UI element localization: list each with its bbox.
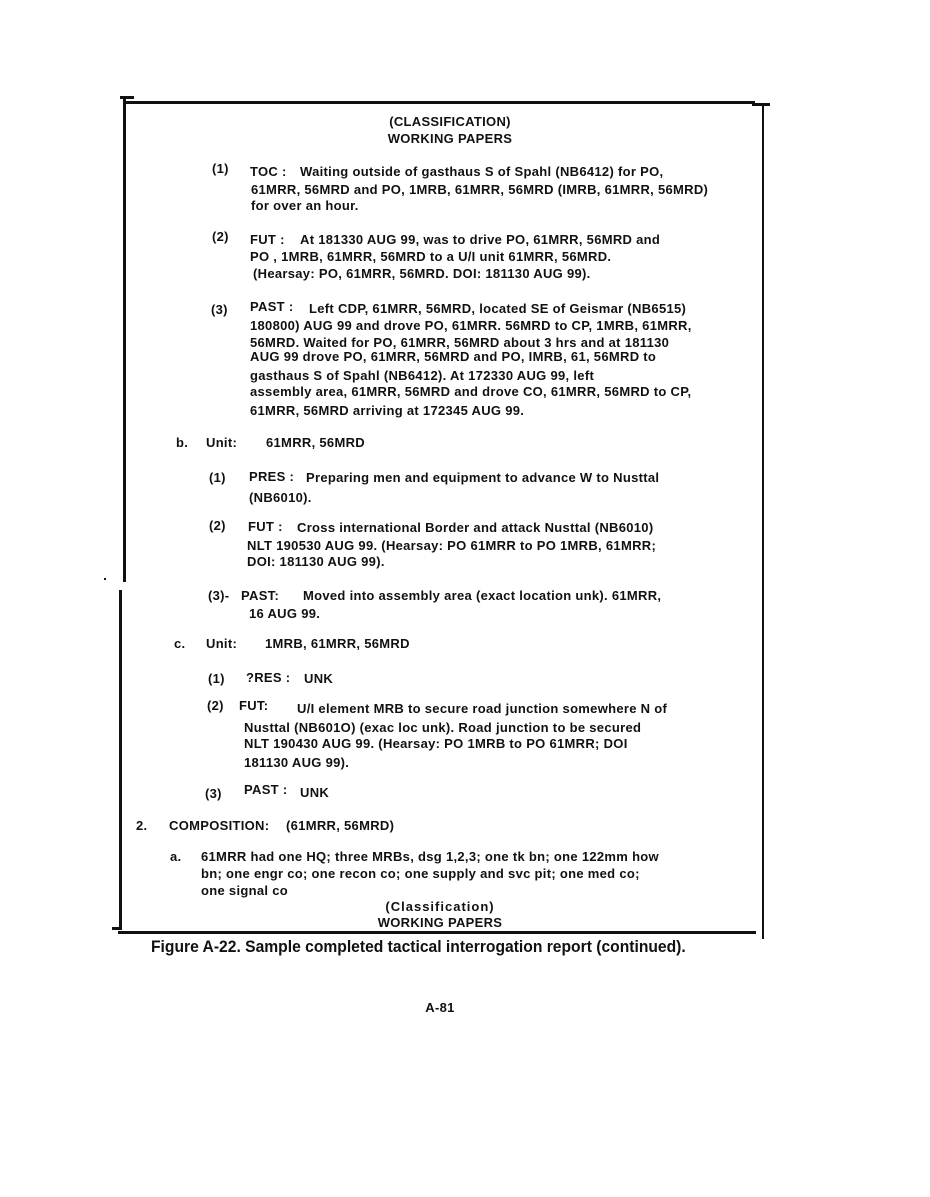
a2-line: (Hearsay: PO, 61MRR, 56MRD. DOI: 181130 AUG 99). — [253, 266, 591, 281]
c2-line: 181130 AUG 99). — [244, 755, 350, 770]
a2-line: PO , 1MRB, 61MRR, 56MRD to a U/I unit 61MRR, 56MRD. — [250, 249, 612, 264]
a1-line: for over an hour. — [251, 198, 359, 213]
frame-right-rule — [762, 106, 764, 939]
a1-line: Waiting outside of gasthaus S of Spahl (NB6412) for PO, — [300, 164, 664, 179]
a3-line: AUG 99 drove PO, 61MRR, 56MRD and PO, IMRB, 61, 56MRD to — [250, 349, 657, 364]
composition-line: 61MRR had one HQ; three MRBs, dsg 1,2,3; one tk bn; one 122mm how — [201, 849, 659, 864]
a2-label: FUT : — [250, 232, 285, 247]
a3-line: 61MRR, 56MRD arriving at 172345 AUG 99. — [250, 403, 525, 418]
header-classification: (CLASSIFICATION) — [389, 114, 511, 129]
b3-number: (3)- — [208, 588, 230, 603]
c2-number: (2) — [207, 698, 224, 713]
composition-a-letter: a. — [170, 849, 182, 864]
a3-line: 56MRD. Waited for PO, 61MRR, 56MRD about 3 hrs and at 181130 — [250, 335, 670, 350]
b2-number: (2) — [209, 518, 226, 533]
b1-number: (1) — [209, 470, 226, 485]
a2-line: At 181330 AUG 99, was to drive PO, 61MRR, 56MRD and — [300, 232, 661, 247]
composition-value: (61MRR, 56MRD) — [286, 818, 395, 833]
header-working-papers: WORKING PAPERS — [387, 131, 513, 146]
composition-line: one signal co — [201, 883, 288, 898]
c2-label: FUT: — [239, 698, 269, 713]
c1-line: UNK — [304, 671, 334, 686]
b-unit-label: Unit: — [206, 435, 238, 450]
b2-line: DOI: 181130 AUG 99). — [247, 554, 385, 569]
b1-line: (NB6010). — [249, 490, 312, 505]
a2-number: (2) — [212, 229, 229, 244]
c-unit-label: Unit: — [206, 636, 238, 651]
footer-working-papers: WORKING PAPERS — [377, 915, 503, 930]
b-unit-value: 61MRR, 56MRD — [266, 435, 365, 450]
c3-line: UNK — [300, 785, 330, 800]
frame-top-rule — [125, 101, 755, 104]
b-heading: b. — [176, 435, 189, 450]
a1-label: TOC : — [250, 164, 287, 179]
b2-label: FUT : — [248, 519, 283, 534]
b1-label: PRES : — [249, 469, 295, 484]
frame-bottom-left-tick — [112, 927, 122, 930]
b3-line: 16 AUG 99. — [249, 606, 321, 621]
b3-line: Moved into assembly area (exact location unk). 61MRR, — [303, 588, 662, 603]
frame-bottom-rule — [118, 931, 756, 934]
a3-line: gasthaus S of Spahl (NB6412). At 172330 AUG 99, left — [250, 368, 595, 383]
a3-line: 180800) AUG 99 and drove PO, 61MRR. 56MRD to CP, 1MRB, 61MRR, — [250, 318, 692, 333]
figure-caption: Figure A-22. Sample completed tactical interrogation report (continued). — [151, 937, 686, 956]
composition-number: 2. — [136, 818, 148, 833]
page-number: A-81 — [425, 1000, 455, 1015]
frame-left-rule-lower — [119, 590, 122, 928]
frame-left-rule — [123, 96, 126, 582]
c1-label: ?RES : — [246, 670, 291, 685]
composition-title: COMPOSITION: — [169, 818, 270, 833]
a3-line: assembly area, 61MRR, 56MRD and drove CO, 61MRR, 56MRD to CP, — [250, 384, 692, 399]
a3-line: Left CDP, 61MRR, 56MRD, located SE of Geismar (NB6515) — [309, 301, 687, 316]
c2-line: U/I element MRB to secure road junction somewhere N of — [297, 701, 668, 716]
c3-number: (3) — [205, 786, 222, 801]
b3-label: PAST: — [241, 588, 280, 603]
a3-label: PAST : — [250, 299, 294, 314]
b1-line: Preparing men and equipment to advance W to Nusttal — [306, 470, 660, 485]
c1-number: (1) — [208, 671, 225, 686]
a3-number: (3) — [211, 302, 228, 317]
footer-classification: (Classification) — [385, 899, 495, 914]
composition-line: bn; one engr co; one recon co; one supply and svc pit; one med co; — [201, 866, 640, 881]
c2-line: Nusttal (NB601O) (exac loc unk). Road junction to be secured — [244, 720, 642, 735]
c-heading: c. — [174, 636, 186, 651]
c2-line: NLT 190430 AUG 99. (Hearsay: PO 1MRB to PO 61MRR; DOI — [244, 736, 628, 751]
frame-top-right-tick — [752, 103, 770, 106]
c-unit-value: 1MRB, 61MRR, 56MRD — [265, 636, 410, 651]
a1-number: (1) — [212, 161, 229, 176]
a1-line: 61MRR, 56MRD and PO, 1MRB, 61MRR, 56MRD (IMRB, 61MRR, 56MRD) — [251, 182, 709, 197]
stray-mark — [104, 578, 106, 580]
b2-line: NLT 190530 AUG 99. (Hearsay: PO 61MRR to PO 1MRB, 61MRR; — [247, 538, 657, 553]
c3-label: PAST : — [244, 782, 288, 797]
b2-line: Cross international Border and attack Nusttal (NB6010) — [297, 520, 654, 535]
